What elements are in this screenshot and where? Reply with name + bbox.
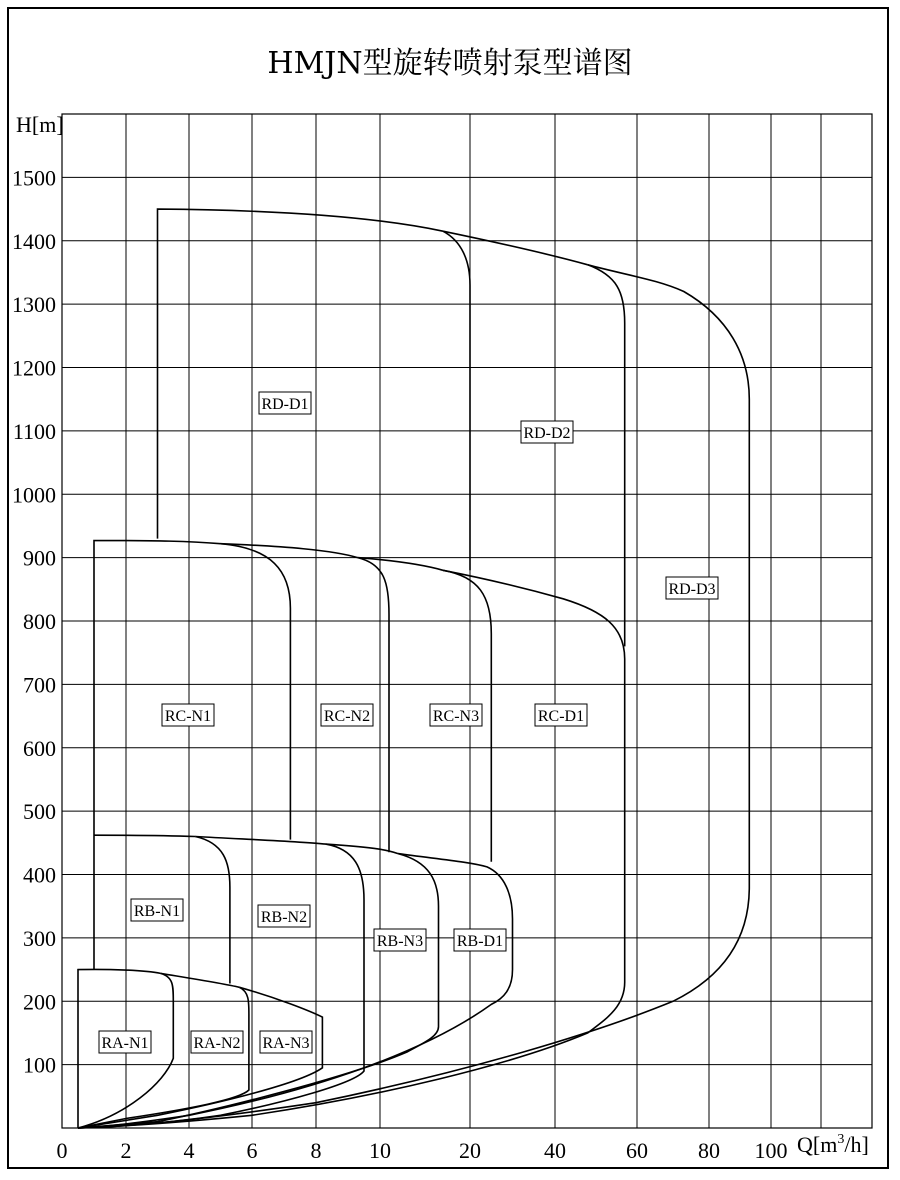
region-label: RB-N1 xyxy=(133,903,181,920)
region-boundary xyxy=(94,835,195,836)
y-tick-label: 800 xyxy=(23,609,56,634)
x-tick-label: 6 xyxy=(246,1138,258,1163)
region-label: RC-N2 xyxy=(323,708,371,725)
y-tick-label: 600 xyxy=(23,735,56,761)
region-label: RA-N3 xyxy=(262,1035,310,1052)
region-label: RC-N3 xyxy=(432,708,480,725)
y-tick-label: 500 xyxy=(23,799,56,825)
y-tick-label: 1100 xyxy=(12,418,56,444)
region-label: RB-N2 xyxy=(260,909,308,926)
region-boundary xyxy=(443,231,470,570)
y-tick-label: 200 xyxy=(23,989,56,1015)
y-tick-label: 1000 xyxy=(12,482,56,508)
region-label: RD-D2 xyxy=(523,425,571,442)
region-label: RB-D1 xyxy=(456,933,504,950)
x-tick-label: 4 xyxy=(183,1138,195,1163)
region-boundary xyxy=(78,265,749,1128)
y-tick-label: 1400 xyxy=(12,228,56,254)
x-tick-label: 80 xyxy=(698,1138,720,1163)
region-boundary xyxy=(326,844,398,854)
region-boundary xyxy=(78,570,625,1128)
y-tick-label: 1300 xyxy=(12,292,56,318)
region-boundary xyxy=(78,854,513,1128)
region-boundary xyxy=(195,837,230,984)
region-label: RC-D1 xyxy=(537,708,585,725)
y-tick-label: 100 xyxy=(23,1052,56,1078)
chart-title: HMJN型旋转喷射泵型谱图 xyxy=(267,46,633,81)
y-tick-label: 300 xyxy=(23,925,56,951)
y-tick-label: 900 xyxy=(23,545,56,571)
region-boundary xyxy=(158,209,444,538)
region-boundary xyxy=(78,844,364,1128)
x-tick-label: 60 xyxy=(626,1138,648,1163)
region-label: RC-N1 xyxy=(164,708,212,725)
region-label: RD-D1 xyxy=(261,396,309,413)
region-boundary xyxy=(358,558,443,571)
y-tick-label: 1200 xyxy=(12,355,56,381)
region-label: RA-N2 xyxy=(193,1035,241,1052)
region-boundary xyxy=(443,231,588,265)
region-boundary xyxy=(78,854,439,1128)
region-label: RA-N1 xyxy=(101,1035,149,1052)
x-tick-label: 8 xyxy=(310,1138,322,1163)
x-tick-label: 100 xyxy=(754,1138,788,1163)
y-tick-label: 700 xyxy=(23,672,56,698)
region-label: RB-N3 xyxy=(376,933,424,950)
x-tick-label: 2 xyxy=(120,1138,132,1163)
x-tick-label: 40 xyxy=(544,1138,566,1163)
region-boundary xyxy=(221,544,291,840)
y-tick-label: 400 xyxy=(23,862,56,888)
x-tick-label: 0 xyxy=(56,1138,68,1163)
x-tick-label: 20 xyxy=(459,1138,481,1163)
region-label: RD-D3 xyxy=(668,581,716,598)
y-axis-title: H[m] xyxy=(16,112,64,137)
region-boundary xyxy=(195,837,325,845)
y-tick-label: 1500 xyxy=(12,165,56,191)
region-boundary xyxy=(221,544,358,558)
region-boundary xyxy=(588,265,625,647)
x-tick-label: 10 xyxy=(369,1138,391,1163)
x-axis-title: $Q[m^3/h]$ xyxy=(797,1132,869,1157)
